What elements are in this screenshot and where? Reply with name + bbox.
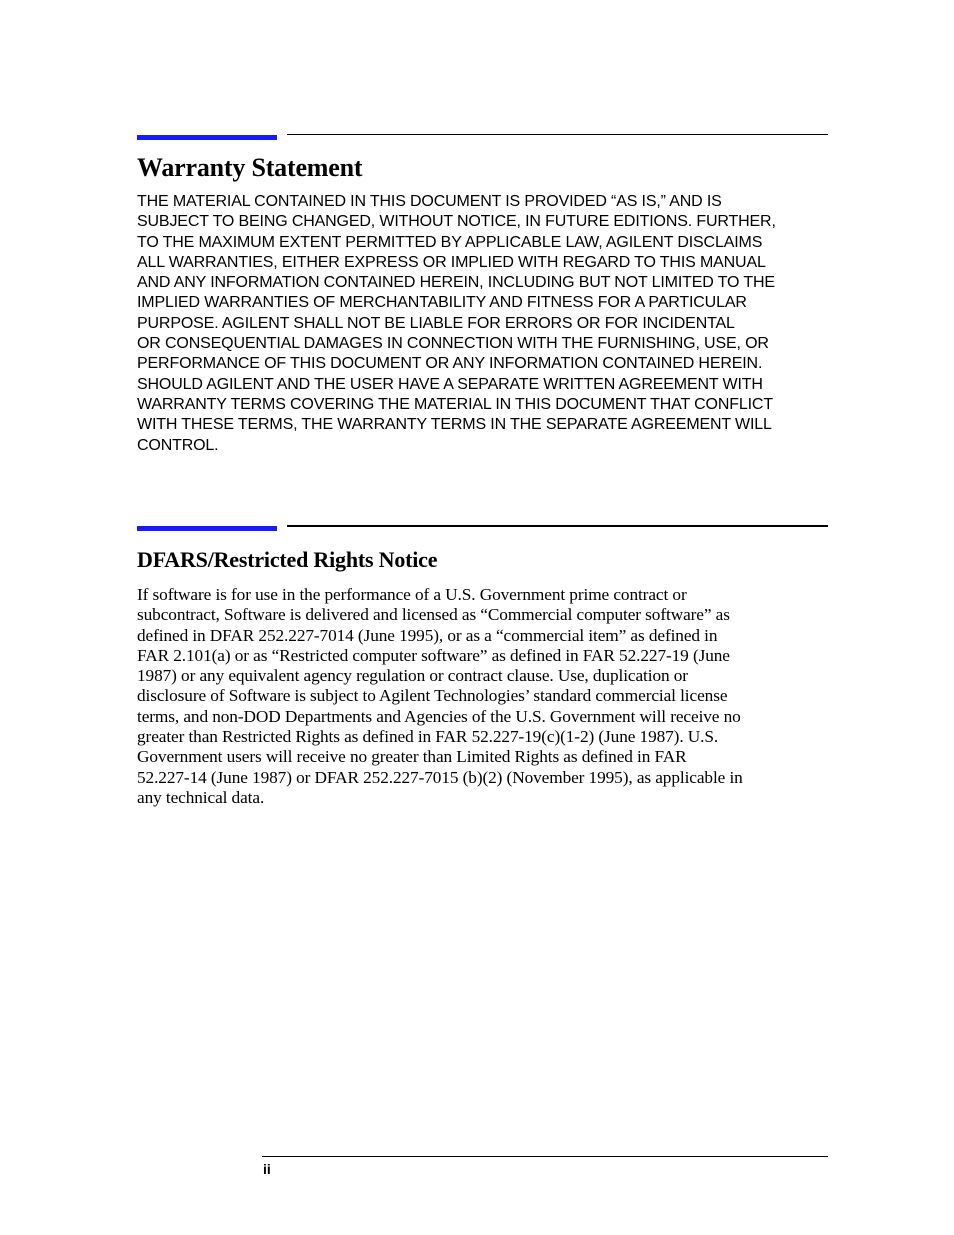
dfars-section-blue-rule	[137, 526, 277, 531]
warranty-line: WITH THESE TERMS, THE WARRANTY TERMS IN THE SEPARATE AGREEMENT WILL	[137, 416, 772, 434]
warranty-line: PURPOSE. AGILENT SHALL NOT BE LIABLE FOR ERRORS OR FOR INCIDENTAL	[137, 314, 735, 332]
warranty-title: Warranty Statement	[137, 153, 363, 182]
dfars-line: greater than Restricted Rights as defined in FAR 52.227-19(c)(1-2) (June 1987). U.S.	[137, 727, 719, 747]
warranty-text	[137, 192, 837, 456]
dfars-line: FAR 2.101(a) or as “Restricted computer software” as defined in FAR 52.227-19 (June	[137, 645, 730, 665]
warranty-line: IMPLIED WARRANTIES OF MERCHANTABILITY AND FITNESS FOR A PARTICULAR	[137, 294, 747, 312]
page-number: ii	[263, 1161, 271, 1177]
dfars-line: 1987) or any equivalent agency regulation or contract clause. Use, duplication or	[137, 666, 688, 686]
footer-rule	[262, 1156, 828, 1157]
dfars-text	[137, 585, 837, 808]
warranty-line: PERFORMANCE OF THIS DOCUMENT OR ANY INFORMATION CONTAINED HEREIN.	[137, 355, 763, 373]
warranty-line: SHOULD AGILENT AND THE USER HAVE A SEPARATE WRITTEN AGREEMENT WITH	[137, 375, 763, 393]
dfars-line: any technical data.	[137, 787, 265, 807]
dfars-line: 52.227-14 (June 1987) or DFAR 252.227-7015 (b)(2) (November 1995), as applicable in	[137, 767, 743, 787]
dfars-title: DFARS/Restricted Rights Notice	[137, 547, 438, 572]
warranty-section-black-rule	[287, 134, 828, 135]
dfars-line: defined in DFAR 252.227-7014 (June 1995), or as a “commercial item” as defined in	[137, 625, 718, 645]
warranty-line: SUBJECT TO BEING CHANGED, WITHOUT NOTICE, IN FUTURE EDITIONS. FURTHER,	[137, 213, 776, 231]
dfars-line: terms, and non-DOD Departments and Agencies of the U.S. Government will receive no	[137, 706, 741, 726]
dfars-line: Government users will receive no greater than Limited Rights as defined in FAR	[137, 747, 687, 767]
dfars-section-black-rule	[287, 525, 828, 527]
warranty-line: WARRANTY TERMS COVERING THE MATERIAL IN THIS DOCUMENT THAT CONFLICT	[137, 395, 773, 413]
warranty-line: CONTROL.	[137, 436, 219, 454]
warranty-line: AND ANY INFORMATION CONTAINED HEREIN, INCLUDING BUT NOT LIMITED TO THE	[137, 274, 775, 292]
warranty-line: TO THE MAXIMUM EXTENT PERMITTED BY APPLICABLE LAW, AGILENT DISCLAIMS	[137, 233, 763, 251]
dfars-line: subcontract, Software is delivered and licensed as “Commercial computer software” as	[137, 605, 730, 625]
warranty-line: THE MATERIAL CONTAINED IN THIS DOCUMENT IS PROVIDED “AS IS,” AND IS	[137, 193, 722, 210]
dfars-line: If software is for use in the performance of a U.S. Government prime contract or	[137, 585, 687, 604]
dfars-line: disclosure of Software is subject to Agilent Technologies’ standard commercial license	[137, 686, 728, 706]
warranty-line: ALL WARRANTIES, EITHER EXPRESS OR IMPLIED WITH REGARD TO THIS MANUAL	[137, 253, 766, 271]
warranty-section-blue-rule	[137, 135, 277, 140]
warranty-line: OR CONSEQUENTIAL DAMAGES IN CONNECTION WITH THE FURNISHING, USE, OR	[137, 335, 769, 353]
